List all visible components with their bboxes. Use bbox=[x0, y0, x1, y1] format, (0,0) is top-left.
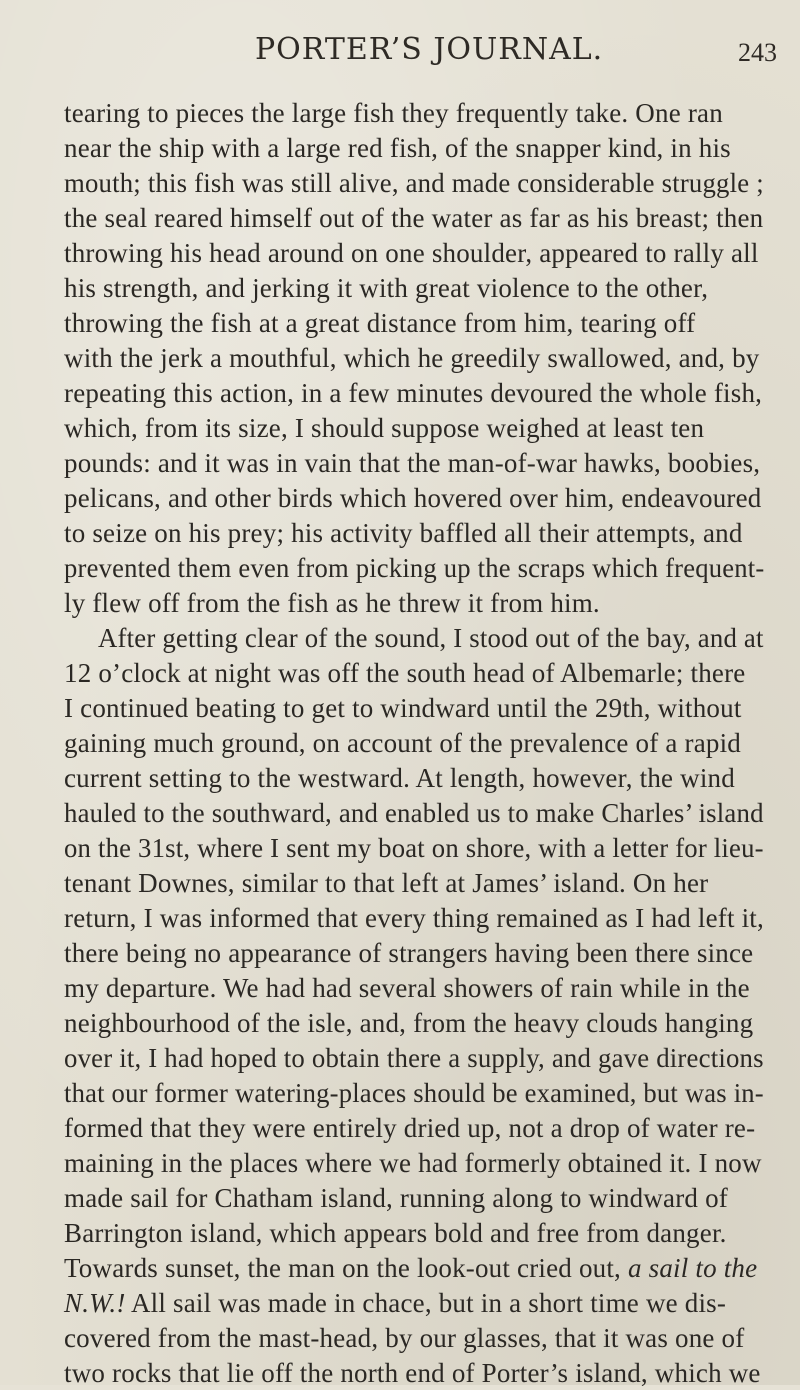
text-line: repeating this action, in a few minutes devoured the whole fish, bbox=[64, 378, 763, 408]
text-line: there being no appearance of strangers having been there since bbox=[64, 938, 754, 968]
text-line: his strength, and jerking it with great violence to the other, bbox=[64, 273, 709, 303]
text-line: made sail for Chatham island, running along to windward of bbox=[64, 1183, 728, 1213]
italic-lead: N.W.! bbox=[64, 1288, 126, 1318]
text-line: maining in the places where we had formerly obtained it. I now bbox=[64, 1148, 762, 1178]
text-run: Towards sunset, the man on the look-out cried out, bbox=[64, 1253, 622, 1283]
text-line: with the jerk a mouthful, which he greedily swallowed, and, by bbox=[64, 343, 760, 373]
text-line-with-italic bbox=[64, 1251, 757, 1285]
text-line: which, from its size, I should suppose weighed at least ten bbox=[64, 413, 705, 443]
text-line: my departure. We had had several showers of rain while in the bbox=[64, 973, 750, 1003]
text-line: return, I was informed that every thing remained as I had left it, bbox=[64, 903, 764, 933]
text-line: near the ship with a large red fish, of the snapper kind, in his bbox=[64, 133, 731, 163]
text-line: that our former watering-places should be examined, but was in- bbox=[64, 1078, 764, 1108]
paragraph-start-line: After getting clear of the sound, I stood out of the bay, and at bbox=[98, 623, 764, 653]
italic-phrase: a sail to the bbox=[627, 1253, 758, 1283]
text-line: the seal reared himself out of the water as far as his breast; then bbox=[64, 203, 764, 233]
text-run: All sail was made in chace, but in a short time we dis- bbox=[125, 1288, 727, 1318]
text-line bbox=[64, 1286, 726, 1320]
text-line: hauled to the southward, and enabled us to make Charles’ island bbox=[64, 798, 764, 828]
text-line: pounds: and it was in vain that the man-of-war hawks, boobies, bbox=[64, 448, 761, 478]
text-line: on the 31st, where I sent my boat on shore, with a letter for lieu- bbox=[64, 833, 764, 863]
text-line: to seize on his prey; his activity baffled all their attempts, and bbox=[64, 518, 743, 548]
text-line: two rocks that lie off the north end of Porter’s island, which we bbox=[64, 1358, 761, 1388]
text-line: tearing to pieces the large fish they frequently take. One ran bbox=[64, 98, 723, 128]
page-number: 243 bbox=[738, 38, 777, 67]
page-header bbox=[0, 32, 800, 82]
text-line: formed that they were entirely dried up, not a drop of water re- bbox=[64, 1113, 756, 1143]
text-line: current setting to the westward. At length, however, the wind bbox=[64, 763, 735, 793]
text-line: I continued beating to get to windward until the 29th, without bbox=[64, 693, 742, 723]
text-line: Barrington island, which appears bold and free from danger. bbox=[64, 1218, 727, 1248]
text-line: throwing his head around on one shoulder, appeared to rally all bbox=[64, 238, 759, 268]
text-line: ly flew off from the fish as he threw it from him. bbox=[64, 588, 600, 618]
text-line: pelicans, and other birds which hovered over him, endeavoured bbox=[64, 483, 762, 513]
text-line: throwing the fish at a great distance from him, tearing off bbox=[64, 308, 696, 338]
text-line: prevented them even from picking up the scraps which frequent- bbox=[64, 553, 765, 583]
text-line: neighbourhood of the isle, and, from the heavy clouds hanging bbox=[64, 1008, 754, 1038]
text-line: gaining much ground, on account of the prevalence of a rapid bbox=[64, 728, 742, 758]
text-line: tenant Downes, similar to that left at James’ island. On her bbox=[64, 868, 709, 898]
text-line: 12 o’clock at night was off the south head of Albemarle; there bbox=[64, 658, 746, 688]
running-head: PORTER’S JOURNAL. bbox=[255, 32, 604, 67]
text-line: mouth; this fish was still alive, and made considerable struggle ; bbox=[64, 168, 764, 198]
text-line: over it, I had hoped to obtain there a supply, and gave directions bbox=[64, 1043, 764, 1073]
text-line: covered from the mast-head, by our glasses, that it was one of bbox=[64, 1323, 745, 1353]
